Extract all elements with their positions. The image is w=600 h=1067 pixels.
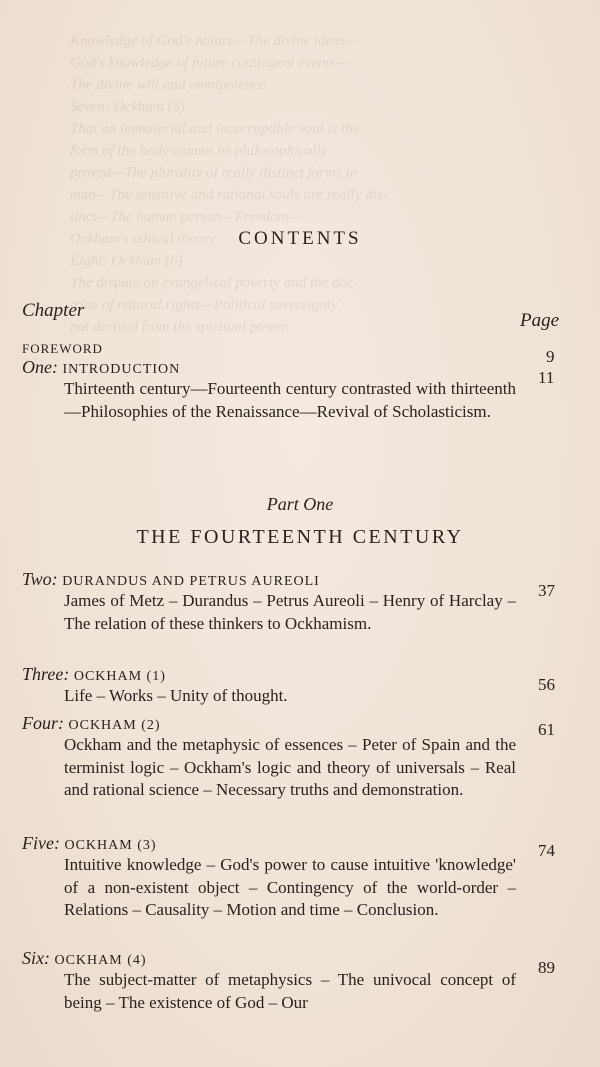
toc-entry-introduction <box>22 357 582 423</box>
ghost-line: Seven: Ockham (5) <box>70 99 185 115</box>
chapter-description: James of Metz – Durandus – Petrus Aureoli – Henry of Harclay – The relation of these thinkers to Ockhamism. <box>64 591 516 633</box>
toc-entry-chapter-four <box>22 713 582 802</box>
chapter-title: OCKHAM (2) <box>68 718 161 733</box>
chapter-page-number: 74 <box>538 841 555 860</box>
chapter-page-number: 56 <box>538 675 555 694</box>
chapter-column-label: Chapter <box>22 300 85 321</box>
ghost-line: Ockham's ethical theory <box>70 231 216 247</box>
toc-entry-chapter-six <box>22 948 582 1014</box>
chapter-number: Six: <box>22 948 50 968</box>
ghost-line: Knowledge of God's nature—The divine ideas— <box>70 33 359 49</box>
toc-entry-chapter-five <box>22 833 582 922</box>
chapter-page-number: 89 <box>538 958 555 977</box>
ghost-line: Eight: Ockham (6) <box>70 253 183 269</box>
part-label: Part One <box>266 494 334 514</box>
chapter-title: OCKHAM (4) <box>54 953 147 968</box>
ghost-line: The dispute on evangelical poverty and the doc- <box>70 275 359 291</box>
introduction-page-number: 11 <box>538 368 555 387</box>
ghost-line: tinct—The human person—Freedom— <box>70 209 302 225</box>
ghost-line: The divine will and omnipotence <box>70 77 266 93</box>
ghost-line: That an immaterial and incorruptible soul is the <box>70 121 360 137</box>
ghost-line: not derived from the spiritual power <box>70 319 288 335</box>
chapter-title: OCKHAM (3) <box>64 838 157 853</box>
toc-entry-foreword <box>22 337 582 358</box>
toc-entry-chapter-two <box>22 569 582 635</box>
chapter-number: Three: <box>22 664 70 684</box>
foreword-page-number: 9 <box>546 347 555 366</box>
foreword-label: FOREWORD <box>22 341 103 356</box>
chapter-description: Thirteenth century—Fourteenth century contrasted with thirteenth—Philosophies of the Renaissance—Revival of Scholasticism. <box>64 379 516 421</box>
chapter-number: Two: <box>22 569 58 589</box>
chapter-description: Life – Works – Unity of thought. <box>64 686 288 705</box>
chapter-number: Four: <box>22 713 64 733</box>
ghost-line: form of the body cannot be philosophically <box>70 143 328 159</box>
contents-heading: CONTENTS <box>238 228 362 249</box>
chapter-number: Five: <box>22 833 60 853</box>
chapter-description: The subject-matter of metaphysics – The univocal concept of being – The existence of God – Our <box>64 970 516 1012</box>
toc-entry-chapter-three <box>22 664 582 708</box>
bleed-through-text <box>70 30 590 338</box>
chapter-description: Intuitive knowledge – God's power to cause intuitive 'knowledge' of a non-existent object – Contingency of the world-order – Relations – Causality – Motion and time – Conclusion. <box>64 855 516 919</box>
chapter-number: One: <box>22 357 58 377</box>
chapter-description: Ockham and the metaphysic of essences – Peter of Spain and the terminist logic – Ockham's logic and theory of universals – Real and rational science – Necessary truths and demonstration. <box>64 735 516 799</box>
chapter-title: INTRODUCTION <box>62 362 181 377</box>
ghost-line: God's knowledge of future contingent events— <box>70 55 349 71</box>
ghost-line: man—The sensitive and rational souls are really dis- <box>70 187 388 203</box>
chapter-title: DURANDUS AND PETRUS AUREOLI <box>62 574 320 589</box>
page-column-label: Page <box>520 310 560 331</box>
chapter-page-number: 61 <box>538 720 555 739</box>
chapter-page-number: 37 <box>538 581 555 600</box>
part-title: THE FOURTEENTH CENTURY <box>136 526 464 548</box>
ghost-line: trine of natural rights—Political sovereignty <box>70 297 338 313</box>
ghost-line: proved—The plurality of really distinct forms in <box>70 165 358 181</box>
chapter-title: OCKHAM (1) <box>73 669 166 684</box>
